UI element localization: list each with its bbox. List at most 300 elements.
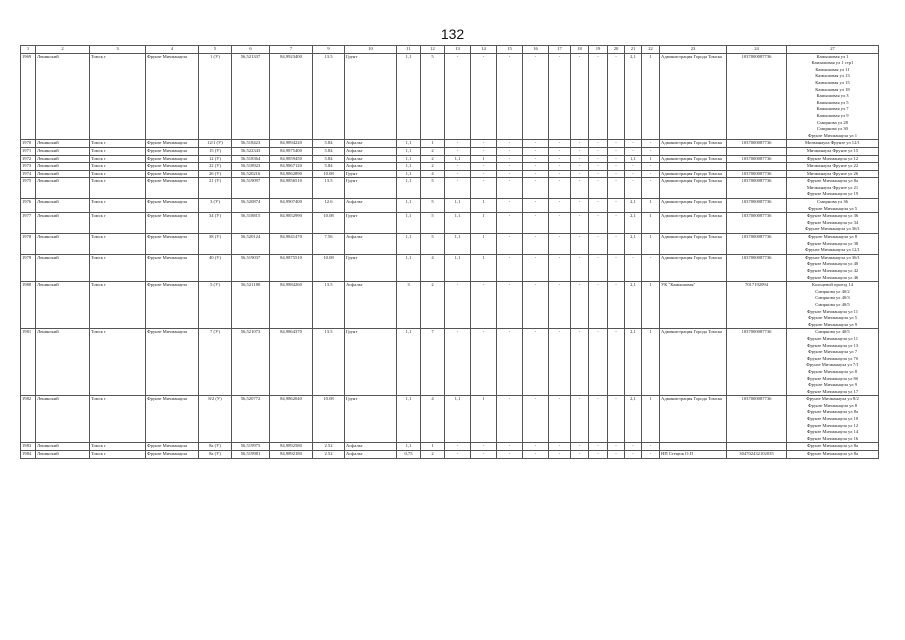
- table-cell: 56,518364: [232, 155, 270, 163]
- table-cell: Томск г: [90, 213, 146, 234]
- table-row: [21, 147, 879, 155]
- table-cell: Томск г: [90, 140, 146, 148]
- table-cell: -: [471, 53, 497, 140]
- table-cell: 2,1: [625, 282, 642, 329]
- address-line: Фрунзе Мичманаула ул 13: [806, 342, 859, 348]
- table-row: [21, 140, 879, 148]
- table-cell: [727, 147, 787, 155]
- table-cell: -: [497, 140, 523, 148]
- table-cell: 1,1: [397, 140, 421, 148]
- table-cell: -: [642, 451, 660, 459]
- table-cell: 5: [421, 199, 445, 213]
- table-cell: Фрунзе Мичманаула: [146, 282, 199, 329]
- table-cell: 7.56: [313, 234, 345, 255]
- table-cell: Грунт: [345, 213, 397, 234]
- table-cell: -: [625, 163, 642, 171]
- table-cell: 2: [421, 451, 445, 459]
- address-line: Фрунзе Мичманаула ул 5: [807, 315, 858, 321]
- table-cell: -: [589, 170, 608, 178]
- column-header: 22: [642, 46, 660, 54]
- table-cell: -: [625, 254, 642, 281]
- table-cell: -: [642, 147, 660, 155]
- table-cell: -: [625, 140, 642, 148]
- table-cell: 1: [471, 199, 497, 213]
- table-cell: -: [608, 199, 625, 213]
- column-header: 12: [421, 46, 445, 54]
- table-cell: -: [589, 155, 608, 163]
- table-cell: -: [471, 163, 497, 171]
- table-cell: Асфальт: [345, 451, 397, 459]
- table-cell: -: [549, 396, 571, 443]
- table-cell: -: [589, 282, 608, 329]
- table-cell: [727, 443, 787, 451]
- table-cell: -: [445, 329, 471, 396]
- address-line: Фрунзе Мичманаула ул 8: [807, 402, 858, 408]
- table-cell: -: [471, 170, 497, 178]
- address-line: Фрунзе Мичманаула ул 8а: [806, 451, 859, 457]
- table-cell: Администрация Города Томска: [660, 170, 727, 178]
- address-line: Камышовая ул 13: [815, 73, 850, 79]
- column-header: 7: [270, 46, 313, 54]
- table-cell: -: [549, 140, 571, 148]
- column-header: 15: [497, 46, 523, 54]
- table-cell: 1984: [21, 451, 36, 459]
- table-cell: 56,521337: [232, 53, 270, 140]
- address-line: Фрунзе Мичманаула ул 46: [806, 274, 859, 280]
- table-cell: Администрация Города Томска: [660, 140, 727, 148]
- address-line: Фрунзе Мичманаула ул 8а: [806, 178, 859, 184]
- address-line: Фрунзе Мичманаула ул 12/1: [805, 247, 860, 253]
- table-cell: 5: [421, 178, 445, 199]
- table-cell: 13.5: [313, 53, 345, 140]
- table-cell: -: [571, 254, 589, 281]
- table-body: [21, 53, 879, 458]
- table-cell: Асфальт: [345, 443, 397, 451]
- table-cell: 1: [421, 140, 445, 148]
- table-cell: Фрунзе Мичманаула: [146, 254, 199, 281]
- table-cell: -: [497, 155, 523, 163]
- column-header: 9: [313, 46, 345, 54]
- table-cell: -: [497, 396, 523, 443]
- table-cell: 1: [421, 443, 445, 451]
- table-cell: -: [523, 178, 549, 199]
- table-cell: [787, 170, 879, 178]
- address-line: Смирнова ул 28: [817, 119, 848, 125]
- table-cell: [787, 329, 879, 396]
- table-cell: -: [549, 147, 571, 155]
- table-row: [21, 234, 879, 255]
- table-cell: Асфальт: [345, 163, 397, 171]
- table-cell: 56,520772: [232, 396, 270, 443]
- table-cell: Томск г: [90, 199, 146, 213]
- table-cell: Администрация Города Томска: [660, 178, 727, 199]
- table-cell: -: [549, 234, 571, 255]
- table-cell: 5 (У): [199, 282, 232, 329]
- table-row: [21, 199, 879, 213]
- table-cell: 1,1: [397, 234, 421, 255]
- table-cell: [660, 443, 727, 451]
- table-cell: Асфальт: [345, 199, 397, 213]
- table-cell: 56,519981: [232, 451, 270, 459]
- column-header: 20: [608, 46, 625, 54]
- table-cell: 2: [421, 155, 445, 163]
- table-cell: Томск г: [90, 53, 146, 140]
- table-row: [21, 329, 879, 396]
- address-line: Фрунзе Мичманаула ул 8/2: [806, 396, 859, 402]
- table-cell: 13.5: [313, 178, 345, 199]
- table-cell: -: [445, 282, 471, 329]
- address-line: Фрунзе Мичманаула ул 36: [806, 213, 859, 219]
- table-cell: -: [642, 170, 660, 178]
- table-cell: 5: [421, 234, 445, 255]
- table-cell: -: [445, 443, 471, 451]
- table-cell: -: [549, 282, 571, 329]
- table-cell: 84,9862890: [270, 170, 313, 178]
- table-cell: [787, 396, 879, 443]
- table-cell: 5: [421, 53, 445, 140]
- table-cell: Фрунзе Мичманаула: [146, 199, 199, 213]
- table-cell: 1981: [21, 329, 36, 396]
- table-cell: -: [571, 443, 589, 451]
- table-cell: 12 (У): [199, 155, 232, 163]
- table-cell: -: [608, 178, 625, 199]
- table-cell: -: [497, 282, 523, 329]
- table-cell: Ленинский: [36, 213, 90, 234]
- address-line: Фрунзе Мичманаула ул 36/1: [805, 254, 860, 260]
- table-cell: -: [445, 53, 471, 140]
- address-line: Фрунзе Мичманаула ул 1: [807, 132, 858, 138]
- table-cell: 1037000087736: [727, 53, 787, 140]
- table-cell: 1,1: [445, 396, 471, 443]
- column-header: 2: [36, 46, 90, 54]
- table-cell: -: [571, 451, 589, 459]
- table-cell: 1 (У): [199, 53, 232, 140]
- table-cell: 56,520874: [232, 199, 270, 213]
- table-row: [21, 254, 879, 281]
- address-line: Мичманаула Фрунзе ул 22: [806, 163, 859, 169]
- table-cell: Фрунзе Мичманаула: [146, 170, 199, 178]
- table-cell: 4: [421, 396, 445, 443]
- table-cell: Томск г: [90, 170, 146, 178]
- table-cell: -: [523, 213, 549, 234]
- table-cell: Томск г: [90, 443, 146, 451]
- table-cell: -: [642, 254, 660, 281]
- table-cell: -: [471, 329, 497, 396]
- table-cell: -: [571, 147, 589, 155]
- table-cell: Фрунзе Мичманаула: [146, 155, 199, 163]
- table-cell: -: [497, 254, 523, 281]
- table-cell: 1,1: [445, 155, 471, 163]
- table-cell: [787, 282, 879, 329]
- table-cell: -: [549, 163, 571, 171]
- table-cell: Ленинский: [36, 282, 90, 329]
- address-line: Фрунзе Мичманаула ул 16: [806, 435, 859, 441]
- table-cell: Ленинский: [36, 254, 90, 281]
- table-cell: 2: [421, 147, 445, 155]
- table-cell: -: [445, 147, 471, 155]
- table-cell: -: [589, 140, 608, 148]
- table-cell: -: [497, 170, 523, 178]
- address-line: Смирнова ул 40/3: [815, 295, 850, 301]
- table-cell: 84,9892580: [270, 443, 313, 451]
- table-cell: -: [471, 178, 497, 199]
- column-header: 11: [397, 46, 421, 54]
- table-cell: 84,9894220: [270, 140, 313, 148]
- table-cell: -: [497, 147, 523, 155]
- column-header: 23: [660, 46, 727, 54]
- table-cell: 38 (У): [199, 234, 232, 255]
- table-cell: 56,518423: [232, 140, 270, 148]
- table-cell: -: [642, 163, 660, 171]
- table-cell: -: [497, 451, 523, 459]
- table-cell: 26 (У): [199, 170, 232, 178]
- table-cell: 1973: [21, 163, 36, 171]
- table-cell: ИП Стецюк О.П: [660, 451, 727, 459]
- table-cell: Фрунзе Мичманаула: [146, 329, 199, 396]
- table-cell: -: [571, 199, 589, 213]
- table-cell: Грунт: [345, 396, 397, 443]
- table-cell: -: [589, 213, 608, 234]
- address-line: Камышовая ул 11: [815, 66, 850, 72]
- table-cell: Томск г: [90, 396, 146, 443]
- table-cell: [787, 443, 879, 451]
- table-cell: -: [445, 170, 471, 178]
- table-cell: Ленинский: [36, 178, 90, 199]
- table-cell: 56,522343: [232, 147, 270, 155]
- table-cell: 22 (У): [199, 163, 232, 171]
- table-cell: 84,9859450: [270, 155, 313, 163]
- table-cell: Грунт: [345, 329, 397, 396]
- address-line: Фрунзе Мичманаула ул 34: [806, 219, 859, 225]
- table-cell: 1037000087736: [727, 140, 787, 148]
- table-cell: -: [608, 234, 625, 255]
- table-cell: 21 (У): [199, 178, 232, 199]
- table-cell: 56,518815: [232, 213, 270, 234]
- table-cell: [787, 140, 879, 148]
- table-cell: 3: [397, 282, 421, 329]
- table-cell: 304702432102035: [727, 451, 787, 459]
- table-cell: Фрунзе Мичманаула: [146, 178, 199, 199]
- table-cell: УК "Камышовая": [660, 282, 727, 329]
- table-cell: 84,9864370: [270, 329, 313, 396]
- address-line: Мичманаула Фрунзе ул 12/1: [805, 140, 860, 146]
- address-line: Фрунзе Мичманаула ул 8а: [806, 409, 859, 415]
- table-cell: -: [497, 163, 523, 171]
- table-cell: Ленинский: [36, 170, 90, 178]
- table-cell: [787, 155, 879, 163]
- table-cell: 1969: [21, 53, 36, 140]
- table-cell: 1037000087736: [727, 396, 787, 443]
- table-cell: 1037000087736: [727, 178, 787, 199]
- table-cell: 2: [421, 282, 445, 329]
- table-cell: -: [523, 329, 549, 396]
- table-cell: Ленинский: [36, 53, 90, 140]
- table-cell: -: [549, 155, 571, 163]
- table-cell: Администрация Города Томска: [660, 396, 727, 443]
- address-line: Фрунзе Мичманаула ул 40: [806, 261, 859, 267]
- table-cell: 1,1: [397, 213, 421, 234]
- address-line: Кольцевой проезд 14: [811, 282, 853, 288]
- table-cell: 1975: [21, 178, 36, 199]
- table-cell: Томск г: [90, 451, 146, 459]
- table-cell: -: [549, 329, 571, 396]
- table-row: [21, 53, 879, 140]
- column-header: 21: [625, 46, 642, 54]
- table-cell: -: [571, 155, 589, 163]
- table-cell: -: [497, 178, 523, 199]
- table-cell: -: [608, 163, 625, 171]
- table-cell: -: [642, 178, 660, 199]
- table-cell: -: [625, 451, 642, 459]
- table-cell: 1,1: [397, 329, 421, 396]
- table-cell: -: [642, 443, 660, 451]
- table-cell: Асфальт: [345, 234, 397, 255]
- table-cell: 1: [642, 396, 660, 443]
- table-cell: -: [549, 199, 571, 213]
- table-cell: Ленинский: [36, 234, 90, 255]
- address-line: Камышовая ул 1 стр1: [811, 60, 854, 66]
- table-cell: -: [589, 53, 608, 140]
- column-header: 14: [471, 46, 497, 54]
- address-line: Фрунзе Мичманаула ул 10: [806, 416, 859, 422]
- table-cell: [787, 199, 879, 213]
- table-cell: 1976: [21, 199, 36, 213]
- table-cell: 1,1: [445, 254, 471, 281]
- table-cell: [787, 234, 879, 255]
- column-header: 17: [549, 46, 571, 54]
- table-cell: 13.5: [313, 282, 345, 329]
- table-cell: 1: [642, 199, 660, 213]
- table-row: [21, 178, 879, 199]
- address-line: Фрунзе Мичманаула ул 17: [806, 388, 859, 394]
- table-cell: 1,1: [445, 234, 471, 255]
- table-cell: 8а (У): [199, 443, 232, 451]
- table-cell: Администрация Города Томска: [660, 213, 727, 234]
- table-cell: 1: [471, 234, 497, 255]
- table-cell: Ленинский: [36, 147, 90, 155]
- address-line: Фрунзе Мичманаула ул 12: [806, 155, 859, 161]
- address-line: Камышовая ул 3: [816, 93, 849, 99]
- table-cell: 1,1: [445, 199, 471, 213]
- table-cell: 1: [471, 254, 497, 281]
- table-cell: 1972: [21, 155, 36, 163]
- table-cell: [787, 254, 879, 281]
- table-cell: 4: [421, 170, 445, 178]
- address-line: Камышовая ул 18: [815, 86, 850, 92]
- table-cell: 1,1: [625, 155, 642, 163]
- header-row-cells: [21, 46, 879, 54]
- table-cell: 1: [642, 213, 660, 234]
- table-cell: -: [589, 254, 608, 281]
- address-line: Фрунзе Мичманаула ул 7б: [806, 355, 859, 361]
- address-line: Фрунзе Мичманаула ул 36/1: [805, 226, 860, 232]
- table-row: [21, 443, 879, 451]
- table-cell: -: [625, 443, 642, 451]
- table-cell: -: [589, 396, 608, 443]
- table-cell: -: [523, 234, 549, 255]
- column-header: 27: [787, 46, 879, 54]
- table-cell: 5.84: [313, 163, 345, 171]
- table-cell: -: [608, 282, 625, 329]
- table-cell: -: [608, 170, 625, 178]
- table-cell: -: [471, 282, 497, 329]
- table-cell: -: [549, 451, 571, 459]
- table-cell: -: [471, 443, 497, 451]
- address-line: Камышовая ул 1: [816, 53, 849, 59]
- table-cell: 12/1 (У): [199, 140, 232, 148]
- table-cell: Администрация Города Томска: [660, 155, 727, 163]
- table-cell: 1037000087736: [727, 155, 787, 163]
- table-cell: -: [608, 396, 625, 443]
- column-header: 24: [727, 46, 787, 54]
- table-cell: 56,518923: [232, 163, 270, 171]
- address-line: Фрунзе Мичманаула ул 9: [807, 382, 858, 388]
- address-line: Мичманаула Фрунзе ул 21: [806, 184, 859, 190]
- table-cell: 84,9875510: [270, 254, 313, 281]
- table-cell: -: [549, 254, 571, 281]
- table-cell: [660, 147, 727, 155]
- table-cell: 56,521180: [232, 282, 270, 329]
- table-cell: -: [523, 53, 549, 140]
- table-cell: 10.08: [313, 170, 345, 178]
- table-cell: Администрация Города Томска: [660, 254, 727, 281]
- table-cell: Фрунзе Мичманаула: [146, 163, 199, 171]
- table-cell: 84,9862040: [270, 396, 313, 443]
- column-header: 5: [199, 46, 232, 54]
- table-cell: 1,1: [397, 155, 421, 163]
- table-cell: -: [549, 170, 571, 178]
- table-cell: 56,519097: [232, 178, 270, 199]
- table-cell: 1,1: [397, 147, 421, 155]
- table-cell: 1037000087736: [727, 234, 787, 255]
- table-cell: -: [571, 53, 589, 140]
- table-cell: -: [523, 147, 549, 155]
- table-cell: 40 (У): [199, 254, 232, 281]
- table-cell: -: [589, 443, 608, 451]
- address-line: Фрунзе Мичманаула ул 7/1: [806, 362, 859, 368]
- table-cell: -: [497, 329, 523, 396]
- address-line: Фрунзе Мичманаула ул 9: [807, 321, 858, 327]
- table-cell: 5: [421, 213, 445, 234]
- table-cell: -: [608, 155, 625, 163]
- table-cell: -: [608, 213, 625, 234]
- table-cell: Томск г: [90, 163, 146, 171]
- table-cell: [787, 53, 879, 140]
- table-cell: 34 (У): [199, 213, 232, 234]
- table-cell: 1037000087736: [727, 254, 787, 281]
- table-cell: -: [608, 451, 625, 459]
- table-cell: -: [523, 396, 549, 443]
- table-cell: -: [445, 163, 471, 171]
- table-cell: Фрунзе Мичманаула: [146, 53, 199, 140]
- address-line: Смирнова ул 40/5: [815, 301, 850, 307]
- column-header: 4: [146, 46, 199, 54]
- table-cell: -: [589, 163, 608, 171]
- address-line: Фрунзе Мичманаула ул 12: [806, 422, 859, 428]
- table-cell: 8а (У): [199, 451, 232, 459]
- table-cell: 1037000087736: [727, 199, 787, 213]
- table-cell: 1983: [21, 443, 36, 451]
- table-cell: 1037000087736: [727, 329, 787, 396]
- table-cell: Фрунзе Мичманаула: [146, 147, 199, 155]
- table-cell: -: [523, 254, 549, 281]
- table-cell: -: [523, 163, 549, 171]
- table-cell: -: [523, 170, 549, 178]
- table-cell: -: [523, 443, 549, 451]
- table-cell: 2,1: [625, 53, 642, 140]
- table-cell: -: [571, 163, 589, 171]
- table-cell: 1,1: [397, 53, 421, 140]
